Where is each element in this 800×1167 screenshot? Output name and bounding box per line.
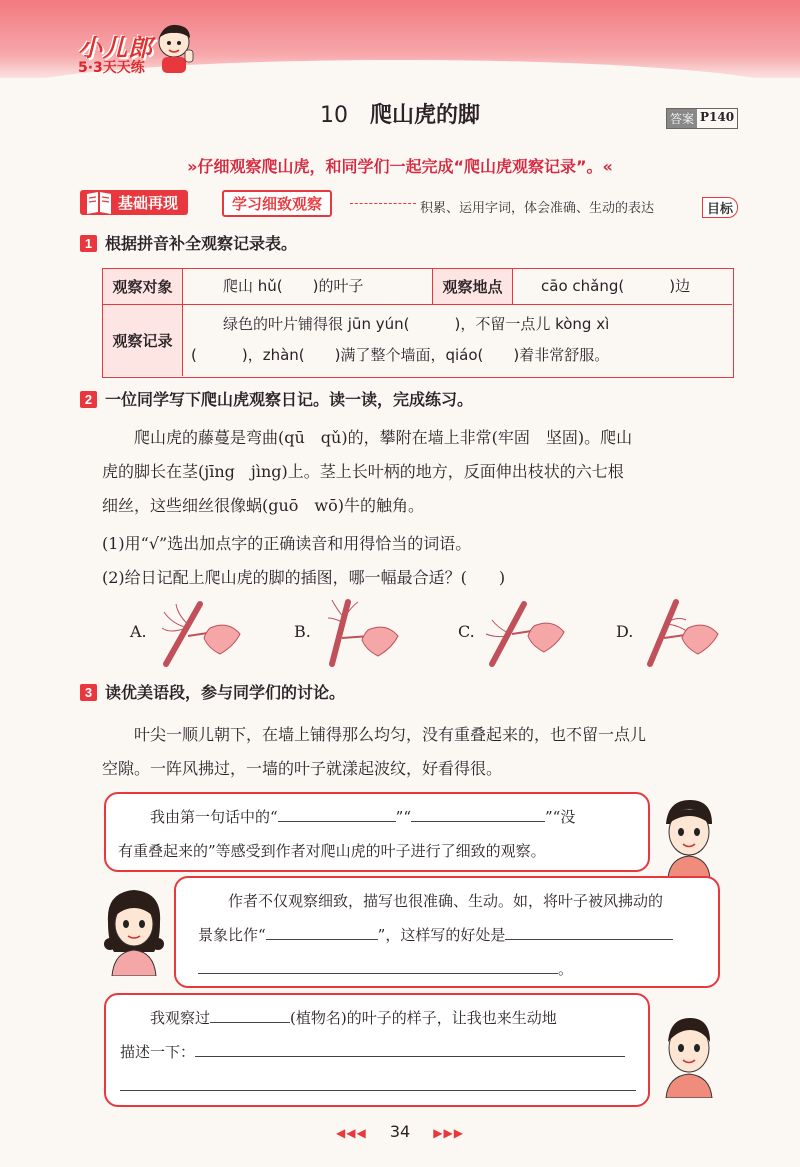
bubble-text: (植物名)的叶子的样子，让我也来生动地 (290, 1009, 557, 1027)
section-subtag: 学习细致观察 (222, 190, 332, 217)
section-goal: 积累、运用字词，体会准确、生动的表达 (420, 201, 655, 216)
subquestion-2: (2)给日记配上爬山虎的脚的插图，哪一幅最合适？( ) (102, 568, 506, 587)
mascot-boy-icon (152, 20, 198, 76)
discussion-bubble-3 (104, 993, 650, 1107)
answer-blank[interactable] (210, 1004, 290, 1023)
record-line-2: ( )，zhàn( )满了整个墙面，qiáo( )着非常舒服。 (191, 346, 610, 364)
reading-passage (102, 718, 742, 786)
option-a-label[interactable]: A. (130, 622, 147, 641)
question-1 (80, 231, 297, 254)
brand-series: 5·3天天练 (78, 60, 145, 76)
option-d-illustration-icon (640, 598, 730, 668)
bubble-3-line-3 (120, 1069, 638, 1103)
answer-blank[interactable] (505, 921, 673, 940)
table-cell-location[interactable]: cāo chǎng( )边 (513, 269, 732, 305)
bubble-2-line-3 (198, 952, 708, 986)
answer-page: P140 (700, 110, 735, 124)
bubble-text: ”“没 (545, 808, 576, 826)
boy-avatar-2-icon (654, 1008, 724, 1098)
option-d-label[interactable]: D. (616, 622, 634, 641)
bubble-text: 。 (558, 960, 574, 978)
answer-blank[interactable] (195, 1038, 625, 1057)
left-arrows-icon: ◀◀◀ (336, 1126, 367, 1140)
answer-blank[interactable] (198, 955, 558, 974)
answer-reference (666, 108, 738, 129)
table-header-object: 观察对象 (103, 269, 183, 305)
observation-table (102, 268, 734, 378)
question-number: 1 (80, 235, 97, 252)
book-icon (84, 188, 114, 216)
bubble-text: ”，这样写的好处是 (377, 926, 506, 944)
question-2 (80, 387, 473, 410)
table-header-record: 观察记录 (103, 305, 183, 376)
diary-passage (102, 421, 742, 523)
passage-line: 空隙。一阵风拂过，一墙的叶子就漾起波纹，好看得很。 (102, 759, 503, 778)
intro-instruction: »仔细观察爬山虎，和同学们一起完成“爬山虎观察记录”。« (187, 157, 613, 176)
answer-label: 答案 (667, 109, 697, 128)
right-arrows-icon: ▶▶▶ (433, 1126, 464, 1140)
girl-avatar-icon (98, 882, 170, 976)
option-b-label[interactable]: B. (294, 622, 311, 641)
question-number: 2 (80, 391, 97, 408)
answer-blank[interactable] (278, 803, 396, 822)
bubble-text: 景象比作“ (198, 926, 266, 944)
bubble-3-line-1 (120, 1001, 638, 1035)
bubble-text: ”“ (395, 808, 412, 826)
bubble-1-line-1 (150, 800, 638, 834)
answer-blank[interactable] (411, 803, 545, 822)
passage-line: 细丝，这些细丝很像蜗(guō wō)牛的触角。 (102, 496, 424, 515)
section-divider (350, 203, 416, 204)
goal-label: 目标 (702, 197, 738, 218)
lesson-number: 10 (319, 103, 348, 128)
bubble-2-line-1: 作者不仅观察细致，描写也很准确、生动。如，将叶子被风拂动的 (228, 892, 664, 910)
answer-blank[interactable] (266, 921, 378, 940)
lesson-name: 爬山虎的脚 (369, 103, 480, 128)
bubble-text: 描述一下： (120, 1043, 196, 1061)
option-c-illustration-icon (484, 598, 574, 668)
question-title: 读优美语段，参与同学们的讨论。 (105, 683, 346, 702)
section-tag: 基础再现 (80, 190, 188, 215)
brand-logo: 小儿郎 (78, 34, 153, 62)
bubble-3-line-2 (120, 1035, 638, 1069)
page-footer (0, 1122, 800, 1141)
passage-line: 叶尖一顺儿朝下，在墙上铺得那么均匀，没有重叠起来的，也不留一点儿 (134, 725, 647, 744)
bubble-text: 我观察过 (150, 1009, 211, 1027)
boy-avatar-icon (654, 794, 724, 878)
question-title: 根据拼音补全观察记录表。 (105, 234, 298, 253)
table-cell-record[interactable] (183, 305, 732, 376)
table-cell-object[interactable]: 爬山 hǔ( )的叶子 (183, 269, 433, 305)
question-title: 一位同学写下爬山虎观察日记。读一读，完成练习。 (105, 390, 474, 409)
record-line-1: 绿色的叶片铺得很 jūn yún( )，不留一点儿 kòng xì (223, 315, 610, 333)
discussion-bubble-1 (104, 792, 650, 872)
discussion-bubble-2 (174, 876, 720, 988)
table-header-location: 观察地点 (433, 269, 513, 305)
option-a-illustration-icon (158, 598, 248, 668)
option-b-illustration-icon (318, 598, 408, 668)
passage-line: 爬山虎的藤蔓是弯曲(qū qǔ)的，攀附在墙上非常(牢固 坚固)。爬山 (134, 428, 633, 447)
option-c-label[interactable]: C. (458, 622, 475, 641)
page-number: 34 (389, 1122, 411, 1141)
answer-blank[interactable] (120, 1072, 636, 1091)
bubble-1-line-2: 有重叠起来的”等感受到作者对爬山虎的叶子进行了细致的观察。 (118, 842, 546, 860)
question-3 (80, 680, 345, 703)
bubble-2-line-2 (198, 918, 708, 952)
passage-line: 虎的脚长在茎(jīng jìng)上。茎上长叶柄的地方，反面伸出枝状的六七根 (102, 462, 624, 481)
subquestion-1: (1)用“√”选出加点字的正确读音和用得恰当的词语。 (102, 534, 472, 553)
bubble-text: 我由第一句话中的“ (150, 808, 278, 826)
question-number: 3 (80, 684, 97, 701)
